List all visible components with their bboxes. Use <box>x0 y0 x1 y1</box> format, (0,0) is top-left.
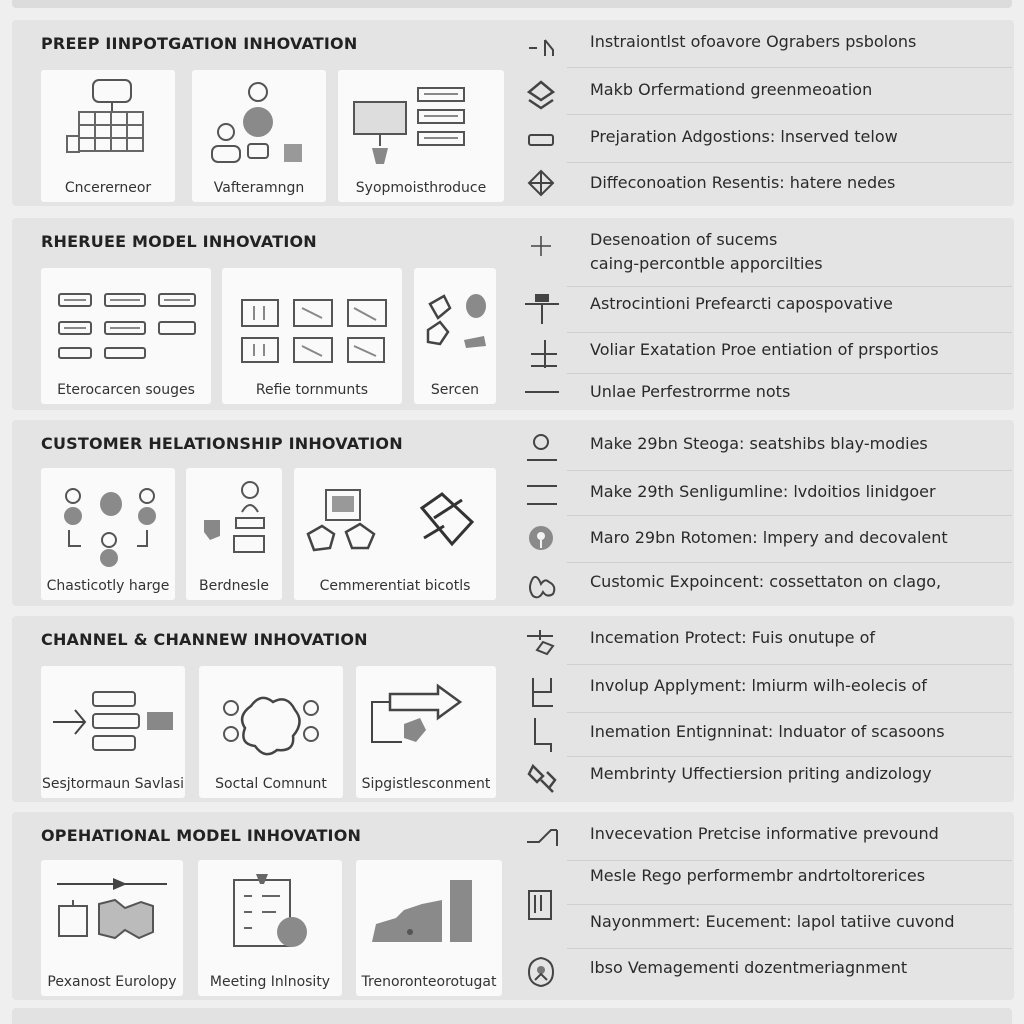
card-sesjtormaun[interactable] <box>41 666 185 798</box>
card-sipgistles[interactable] <box>356 666 496 798</box>
divider <box>567 712 1012 713</box>
card-pexanost[interactable] <box>41 860 183 996</box>
section-title: OPEHATIONAL MODEL INHOVATION <box>41 826 362 845</box>
divider <box>567 904 1012 905</box>
row-text: Make 29th Senligumline: lvdoitios linidgoer <box>590 482 936 501</box>
row-text: Makb Orfermationd greenmeoation <box>590 80 873 99</box>
card-berdnesle[interactable] <box>186 468 282 600</box>
card-label: Syopmoisthroduce <box>355 180 487 196</box>
list-item[interactable] <box>517 820 1014 864</box>
divider <box>567 332 1012 333</box>
row-text: Membrinty Uffectiersion priting andizology <box>590 764 932 783</box>
card-vafteramngn[interactable] <box>192 70 326 202</box>
card-label: Sipgistlesconment <box>361 776 491 792</box>
card-label: Soctal Comnunt <box>215 776 327 792</box>
card-trenoron[interactable] <box>356 860 502 996</box>
lines-icon <box>523 478 559 514</box>
card-label: Chasticotly harge <box>46 578 170 594</box>
row-text: Incemation Protect: Fuis onutupe of <box>590 628 875 647</box>
row-text: Inemation Entignninat: lnduator of scasoons <box>590 722 945 741</box>
list-item[interactable] <box>517 378 1014 410</box>
divider <box>567 470 1012 471</box>
row-text: Desenoation of sucems caing-percontble apporcilties <box>590 230 823 273</box>
card-syopmoisthroduce[interactable] <box>338 70 504 202</box>
star-icon <box>523 228 559 264</box>
card-label: Eterocarcen souges <box>57 382 195 398</box>
section-title: PREEP IINPOTGATION INHOVATION <box>41 34 358 53</box>
list-item[interactable] <box>517 169 1014 205</box>
row-text: Maro 29bn Rotomen: lmpery and decovalent <box>590 528 948 547</box>
list-item[interactable] <box>517 672 1014 716</box>
list-item[interactable] <box>517 430 1014 474</box>
badge-icon <box>523 954 559 990</box>
divider <box>567 860 1012 861</box>
row-text: Diffeconoation Resentis: hatere nedes <box>590 173 896 192</box>
section-rheruee <box>12 218 1014 410</box>
card-cemmerentiat[interactable] <box>294 468 496 600</box>
card-label: Meeting Inlnosity <box>209 974 331 990</box>
row-text: lbso Vemagementi dozentmeriagnment <box>590 958 908 977</box>
list-item[interactable] <box>517 336 1014 376</box>
flag-icon <box>523 30 559 66</box>
divider <box>567 515 1012 516</box>
section-title: CUSTOMER HELATIONSHIP INHOVATION <box>41 434 403 453</box>
divider <box>567 286 1012 287</box>
section-title: CHANNEL & CHANNEW INHOVATION <box>41 630 368 649</box>
list-item[interactable] <box>517 76 1014 122</box>
card-eterocarcen[interactable] <box>41 268 211 404</box>
card-label: Refie tornmunts <box>255 382 369 398</box>
divider <box>567 162 1012 163</box>
row-text: Unlae Perfestrorrme nots <box>590 382 791 401</box>
bottom-bar <box>12 1008 1012 1024</box>
section-title: RHERUEE MODEL INHOVATION <box>41 232 317 251</box>
section-operational <box>12 812 1014 1000</box>
row-text: Involup Applyment: lmiurm wilh-eolecis of <box>590 676 927 695</box>
balance-icon <box>523 626 559 662</box>
links-icon <box>523 568 559 604</box>
card-refie[interactable] <box>222 268 402 404</box>
divider <box>567 114 1012 115</box>
section-customer <box>12 420 1014 606</box>
row-text: Prejaration Adgostions: lnserved telow <box>590 127 898 146</box>
row-text: Astrocintioni Prefearcti capospovative <box>590 294 893 313</box>
row-text: Mesle Rego performembr andrtoltorerices <box>590 866 926 885</box>
divider <box>567 664 1012 665</box>
list-item[interactable] <box>517 954 1014 994</box>
list-item[interactable] <box>517 570 1014 604</box>
rectangle-icon <box>523 123 559 159</box>
card-sercen[interactable] <box>414 268 496 404</box>
tools-icon <box>523 760 559 796</box>
arrow-line-icon <box>523 374 559 410</box>
card-label: Trenoronteorotugat <box>361 974 497 990</box>
divider <box>567 67 1012 68</box>
card-chasticotly[interactable] <box>41 468 175 600</box>
book-icon <box>523 878 559 928</box>
bracket-icon <box>523 674 559 710</box>
cross-icon <box>523 336 559 372</box>
row-text: Nayonmmert: Eucement: lapol tatiive cuvond <box>590 912 955 931</box>
divider <box>567 373 1012 374</box>
list-item[interactable] <box>517 718 1014 758</box>
list-item[interactable] <box>517 762 1014 798</box>
diamond-icon <box>523 165 559 201</box>
ramp-icon <box>523 820 559 856</box>
row-text: Make 29bn Steoga: seatshibs blay-modies <box>590 434 928 453</box>
list-item[interactable] <box>517 290 1014 334</box>
card-label: Berdnesle <box>199 578 269 594</box>
row-text: Invecevation Pretcise informative prevound <box>590 824 939 843</box>
card-label: Pexanost Eurolopy <box>47 974 177 990</box>
signpost-icon <box>523 292 559 328</box>
divider <box>567 562 1012 563</box>
row-text: Customic Expoincent: cossettaton on clago, <box>590 572 942 591</box>
card-meeting[interactable] <box>198 860 342 996</box>
divider <box>567 756 1012 757</box>
card-label: Cncererneor <box>64 180 152 196</box>
card-soctal[interactable] <box>199 666 343 798</box>
pin-icon <box>523 522 559 558</box>
list-item[interactable] <box>517 228 1014 284</box>
card-label: Sercen <box>430 382 480 398</box>
top-bar <box>12 0 1012 8</box>
section-preep <box>12 20 1014 206</box>
row-text: Voliar Exatation Proe entiation of prsportios <box>590 340 939 359</box>
branch-icon <box>523 718 559 754</box>
card-label: Cemmerentiat bicotls <box>319 578 471 594</box>
list-item[interactable] <box>517 864 1014 908</box>
card-cncererneor[interactable] <box>41 70 175 202</box>
list-item[interactable] <box>517 524 1014 564</box>
card-label: Sesjtormaun Savlasi <box>41 776 185 792</box>
section-channel <box>12 616 1014 802</box>
layers-icon <box>523 78 559 114</box>
person-icon <box>523 430 559 466</box>
divider <box>567 948 1012 949</box>
row-text: Instraiontlst ofoavore Ograbers psbolons <box>590 32 917 51</box>
card-label: Vafteramngn <box>213 180 305 196</box>
